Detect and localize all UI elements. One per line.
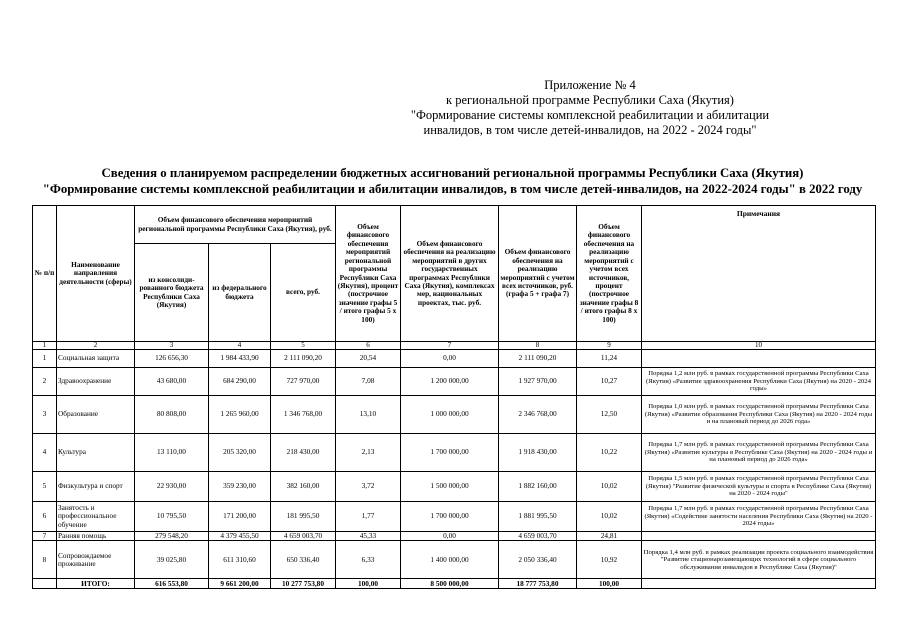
row-federal: 611 310,60 <box>209 541 271 579</box>
total-label: ИТОГО: <box>57 579 135 589</box>
row-all-sources: 4 659 003,70 <box>499 532 577 541</box>
row-all-sources: 1 882 160,00 <box>499 472 577 502</box>
column-number: 9 <box>577 342 642 350</box>
total-note-cell <box>642 579 876 589</box>
row-all-percent: 10,27 <box>577 368 642 396</box>
row-num: 3 <box>33 396 57 434</box>
header-all-percent: Объем финансового обеспечения на реализацию мероприятий с учетом всех источников, процент (построчное значение графы 8 / итого графы 8 x 100) <box>577 206 642 342</box>
row-num: 6 <box>33 502 57 532</box>
row-all-sources: 2 346 768,00 <box>499 396 577 434</box>
row-percent: 7,08 <box>336 368 401 396</box>
appendix-header <box>360 78 820 138</box>
row-total: 650 336,40 <box>271 541 336 579</box>
row-note: Порядка 1,5 млн руб. в рамках государственной программы Республики Саха (Якутия) "Развитие физической культуры и спорта в Республике Саха (Якутия) на 2020 - 2024 годы" <box>642 472 876 502</box>
total-consolidated: 616 553,80 <box>135 579 209 589</box>
row-all-percent: 10,02 <box>577 472 642 502</box>
row-federal: 1 984 433,90 <box>209 350 271 368</box>
total-all-percent: 100,00 <box>577 579 642 589</box>
row-all-percent: 10,92 <box>577 541 642 579</box>
row-total: 218 430,00 <box>271 434 336 472</box>
appendix-line: Приложение № 4 <box>544 78 636 92</box>
row-all-percent: 11,24 <box>577 350 642 368</box>
header-all-sources: Объем финансового обеспечения на реализацию мероприятий с учетом всех источников, руб. (графа 5 + графа 7) <box>499 206 577 342</box>
row-other: 1 700 000,00 <box>401 434 499 472</box>
row-name: Социальная защита <box>57 350 135 368</box>
column-number: 10 <box>642 342 876 350</box>
row-all-sources: 1 881 995,50 <box>499 502 577 532</box>
header-federal: из федерального бюджета <box>209 244 271 342</box>
row-note <box>642 350 876 368</box>
header-total: всего, руб. <box>271 244 336 342</box>
row-consolidated: 279 548,20 <box>135 532 209 541</box>
row-consolidated: 39 025,80 <box>135 541 209 579</box>
row-percent: 13,10 <box>336 396 401 434</box>
row-name: Здравоохранение <box>57 368 135 396</box>
row-total: 727 970,00 <box>271 368 336 396</box>
row-federal: 684 290,00 <box>209 368 271 396</box>
column-number: 4 <box>209 342 271 350</box>
row-name: Сопровождаемое проживание <box>57 541 135 579</box>
row-all-sources: 2 050 336,40 <box>499 541 577 579</box>
header-consolidated: из консолиди-рованного бюджета Республики Саха (Якутия) <box>135 244 209 342</box>
row-total: 1 346 768,00 <box>271 396 336 434</box>
row-name: Физкультура и спорт <box>57 472 135 502</box>
row-total: 181 995,50 <box>271 502 336 532</box>
row-all-sources: 2 111 090,20 <box>499 350 577 368</box>
total-percent: 100,00 <box>336 579 401 589</box>
total-all-sources: 18 777 753,80 <box>499 579 577 589</box>
row-other: 1 500 000,00 <box>401 472 499 502</box>
column-number: 7 <box>401 342 499 350</box>
header-other-programs: Объем финансового обеспечения на реализацию мероприятий в других государственных программах Республики Саха (Якутия), комплексах мер, национальных проектах, тыс. руб. <box>401 206 499 342</box>
row-percent: 20,54 <box>336 350 401 368</box>
table-row <box>33 532 876 541</box>
row-all-sources: 1 918 430,00 <box>499 434 577 472</box>
row-other: 1 700 000,00 <box>401 502 499 532</box>
table-row <box>33 472 876 502</box>
row-percent: 1,77 <box>336 502 401 532</box>
header-notes: Примечания <box>642 206 876 342</box>
row-all-percent: 10,02 <box>577 502 642 532</box>
row-percent: 6,33 <box>336 541 401 579</box>
table-row <box>33 396 876 434</box>
row-note <box>642 532 876 541</box>
row-consolidated: 13 110,00 <box>135 434 209 472</box>
column-number: 1 <box>33 342 57 350</box>
total-row <box>33 579 876 589</box>
row-num: 4 <box>33 434 57 472</box>
row-other: 1 000 000,00 <box>401 396 499 434</box>
row-name: Ранняя помощь <box>57 532 135 541</box>
row-total: 382 160,00 <box>271 472 336 502</box>
appendix-line: к региональной программе Республики Саха (Якутия) <box>446 93 734 107</box>
row-note: Порядка 1,7 млн руб. в рамках государственной программы Республики Саха (Якутия) «Развитие культуры в Республике Саха (Якутия) на 2020 - 2024 годы и на плановый период до 2026 года» <box>642 434 876 472</box>
row-note: Порядка 1,7 млн руб. в рамках государственной программы Республики Саха (Якутия) «Содействие занятости населения Республики Саха (Якутия) на 2020 - 2024 годы» <box>642 502 876 532</box>
row-consolidated: 22 930,00 <box>135 472 209 502</box>
row-federal: 1 265 960,00 <box>209 396 271 434</box>
row-all-percent: 10,22 <box>577 434 642 472</box>
row-other: 1 400 000,00 <box>401 541 499 579</box>
row-other: 0,00 <box>401 350 499 368</box>
row-all-percent: 24,81 <box>577 532 642 541</box>
total-total: 10 277 753,80 <box>271 579 336 589</box>
row-name: Занятость и профессиональное обучение <box>57 502 135 532</box>
row-consolidated: 10 795,50 <box>135 502 209 532</box>
row-federal: 205 320,00 <box>209 434 271 472</box>
header-num: № п/п <box>33 206 57 342</box>
table-row <box>33 368 876 396</box>
total-other: 8 500 000,00 <box>401 579 499 589</box>
total-federal: 9 661 200,00 <box>209 579 271 589</box>
title-line: Сведения о планируемом распределении бюджетных ассигнований региональной программы Республики Саха (Якутия) <box>101 166 804 180</box>
row-name: Культура <box>57 434 135 472</box>
column-number: 2 <box>57 342 135 350</box>
row-total: 2 111 090,20 <box>271 350 336 368</box>
row-federal: 4 379 455,50 <box>209 532 271 541</box>
header-name: Наименование направления деятельности (сферы) <box>57 206 135 342</box>
row-note: Порядка 1,2 млн руб. в рамках государственной программы Республики Саха (Якутия) «Развитие здравоохранения Республики Саха (Якутия) на 2020 - 2024 годы» <box>642 368 876 396</box>
table-row <box>33 541 876 579</box>
total-num-cell <box>33 579 57 589</box>
row-all-percent: 12,50 <box>577 396 642 434</box>
row-consolidated: 43 680,00 <box>135 368 209 396</box>
row-percent: 3,72 <box>336 472 401 502</box>
row-other: 1 200 000,00 <box>401 368 499 396</box>
header-percent: Объем финансового обеспечения мероприятий региональной программы Республики Саха (Якутия), процент (построчное значение графы 5 / итого графы 5 x 100) <box>336 206 401 342</box>
column-numbers-row <box>33 342 876 350</box>
row-all-sources: 1 927 970,00 <box>499 368 577 396</box>
row-federal: 171 200,00 <box>209 502 271 532</box>
row-other: 0,00 <box>401 532 499 541</box>
column-number: 8 <box>499 342 577 350</box>
row-percent: 2,13 <box>336 434 401 472</box>
row-num: 5 <box>33 472 57 502</box>
row-note: Порядка 1,0 млн руб. в рамках государственной программы Республики Саха (Якутия) «Развитие образования Республики Саха (Якутия) на 2020 - 2024 годы и на плановый период до 2026 года» <box>642 396 876 434</box>
row-federal: 359 230,00 <box>209 472 271 502</box>
column-number: 6 <box>336 342 401 350</box>
table-row <box>33 502 876 532</box>
header-funding-group: Объем финансового обеспечения мероприятий региональной программы Республики Саха (Якутия), руб. <box>135 206 336 244</box>
table-row <box>33 434 876 472</box>
row-total: 4 659 003,70 <box>271 532 336 541</box>
appendix-line: инвалидов, в том числе детей-инвалидов, на 2022 - 2024 годы" <box>423 123 757 137</box>
row-num: 1 <box>33 350 57 368</box>
row-num: 7 <box>33 532 57 541</box>
row-name: Образование <box>57 396 135 434</box>
table-row <box>33 350 876 368</box>
budget-table <box>32 205 876 589</box>
row-num: 8 <box>33 541 57 579</box>
row-consolidated: 126 656,30 <box>135 350 209 368</box>
row-note: Порядка 1,4 млн руб. в рамках реализации проекта социального взаимодействия "Развитие стационарозамещающих технологий в сфере социального обслуживания инвалидов в Республике Саха (Якутия)" <box>642 541 876 579</box>
row-consolidated: 80 808,00 <box>135 396 209 434</box>
column-number: 5 <box>271 342 336 350</box>
title-line: "Формирование системы комплексной реабилитации и абилитации инвалидов, в том числе детей-инвалидов, на 2022-2024 годы" в 2022 году <box>42 182 863 196</box>
appendix-line: "Формирование системы комплексной реабилитации и абилитации <box>410 108 770 122</box>
row-percent: 45,33 <box>336 532 401 541</box>
document-title <box>0 165 905 197</box>
column-number: 3 <box>135 342 209 350</box>
row-num: 2 <box>33 368 57 396</box>
